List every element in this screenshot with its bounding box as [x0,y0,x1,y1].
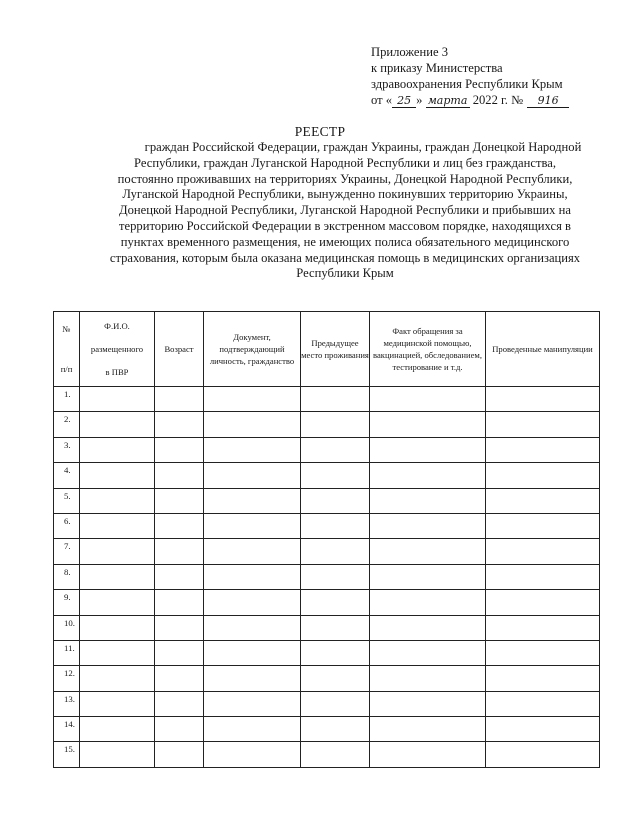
date-year: 2022 г. [472,93,508,107]
empty-cell [486,564,600,589]
row-number: 15. [54,742,80,767]
empty-cell [80,437,155,462]
empty-cell [301,539,370,564]
row-number: 14. [54,717,80,742]
row-number: 8. [54,564,80,589]
empty-cell [204,513,301,538]
empty-cell [155,488,204,513]
empty-cell [155,564,204,589]
header-document: Документ, подтверждающий личность, гражданство [204,312,301,387]
empty-cell [370,412,486,437]
empty-cell [155,437,204,462]
header-fio-line1: Ф.И.О. [104,321,130,331]
empty-cell [301,640,370,665]
header-manipulations: Проведенные манипуляции [486,312,600,387]
date-prefix: от « [371,93,393,107]
empty-cell [370,666,486,691]
empty-cell [80,717,155,742]
empty-cell [301,488,370,513]
empty-cell [80,691,155,716]
handwritten-number: 916 [527,94,569,108]
empty-cell [204,640,301,665]
empty-cell [486,539,600,564]
empty-cell [370,640,486,665]
empty-cell [204,463,301,488]
appendix-block [371,44,569,108]
empty-cell [155,590,204,615]
empty-cell [80,742,155,767]
empty-cell [204,387,301,412]
empty-cell [204,488,301,513]
header-number-top: № [62,324,71,334]
document-subtitle: граждан Российской Федерации, граждан Украины, граждан Донецкой Народной Республики, граждан Луганской Народной Республики и лиц без гражданства, постоянно проживавших на территориях Украины, Донецкой Народной Республики, Луганской Народной Республики, вынужденно покинувших территорию Украины, Донецкой Народной Республики, Луганской Народной Республики и прибывших на территорию Российской Федерации в экстренном массовом порядке, находящихся в пунктах временного размещения, не имеющих полиса обязательного медицинского страхования, которым была оказана медицинская помощь в медицинских организациях Республики Крым [109,140,582,281]
empty-cell [155,387,204,412]
table-row [54,564,600,589]
empty-cell [486,412,600,437]
handwritten-day: 25 [392,94,416,108]
empty-cell [486,488,600,513]
empty-cell [80,666,155,691]
row-number: 6. [54,513,80,538]
empty-cell [155,463,204,488]
table-row [54,615,600,640]
table-row [54,412,600,437]
row-number: 7. [54,539,80,564]
appendix-ministry: здравоохранения Республики Крым [371,77,563,91]
empty-cell [370,742,486,767]
header-medical-fact: Факт обращения за медицинской помощью, вакцинацией, обследованием, тестирование и т.д. [370,312,486,387]
empty-cell [80,412,155,437]
header-fio-line3: в ПВР [105,367,129,377]
empty-cell [486,666,600,691]
empty-cell [370,513,486,538]
empty-cell [204,742,301,767]
empty-cell [301,691,370,716]
header-age: Возраст [155,312,204,387]
row-number: 3. [54,437,80,462]
appendix-date-line [371,92,569,108]
empty-cell [80,590,155,615]
empty-cell [486,742,600,767]
empty-cell [204,437,301,462]
table-row [54,463,600,488]
empty-cell [155,717,204,742]
row-number: 9. [54,590,80,615]
empty-cell [155,666,204,691]
table-row [54,717,600,742]
empty-cell [80,513,155,538]
handwritten-month: марта [426,94,470,108]
table-row [54,488,600,513]
empty-cell [204,539,301,564]
empty-cell [80,539,155,564]
empty-cell [204,717,301,742]
row-number: 12. [54,666,80,691]
empty-cell [370,717,486,742]
empty-cell [80,640,155,665]
empty-cell [204,666,301,691]
empty-cell [486,590,600,615]
table-header-row [54,312,600,387]
row-number: 13. [54,691,80,716]
empty-cell [80,463,155,488]
table-row [54,437,600,462]
empty-cell [486,463,600,488]
empty-cell [204,590,301,615]
table-row [54,387,600,412]
empty-cell [486,387,600,412]
table-row [54,513,600,538]
document-title: РЕЕСТР [294,124,346,139]
empty-cell [155,412,204,437]
empty-cell [301,513,370,538]
appendix-order-ref: к приказу Министерства [371,61,503,75]
table-row [54,742,600,767]
table-row [54,691,600,716]
row-number: 4. [54,463,80,488]
row-number: 11. [54,640,80,665]
empty-cell [370,590,486,615]
empty-cell [80,615,155,640]
empty-cell [204,412,301,437]
empty-cell [80,564,155,589]
empty-cell [486,513,600,538]
empty-cell [370,564,486,589]
empty-cell [204,691,301,716]
empty-cell [155,742,204,767]
empty-cell [155,539,204,564]
header-previous-residence: Предыдущее место проживания [301,312,370,387]
empty-cell [370,488,486,513]
header-number-bottom: п/п [60,364,73,374]
empty-cell [301,463,370,488]
empty-cell [301,437,370,462]
table-body [54,387,600,768]
empty-cell [204,615,301,640]
empty-cell [370,539,486,564]
empty-cell [301,590,370,615]
registry-table [53,311,600,768]
date-close: » [416,93,423,107]
empty-cell [486,717,600,742]
empty-cell [80,488,155,513]
empty-cell [301,412,370,437]
row-number: 5. [54,488,80,513]
header-fio [80,312,155,387]
empty-cell [301,717,370,742]
table-row [54,640,600,665]
empty-cell [301,666,370,691]
empty-cell [301,615,370,640]
empty-cell [301,742,370,767]
empty-cell [204,564,301,589]
appendix-title: Приложение 3 [371,45,449,59]
row-number: 2. [54,412,80,437]
empty-cell [370,691,486,716]
empty-cell [370,463,486,488]
row-number: 10. [54,615,80,640]
empty-cell [486,437,600,462]
table-row [54,666,600,691]
empty-cell [155,615,204,640]
header-number [54,312,80,387]
empty-cell [370,387,486,412]
empty-cell [301,387,370,412]
empty-cell [155,513,204,538]
empty-cell [486,615,600,640]
row-number: 1. [54,387,80,412]
number-prefix: № [511,93,524,107]
empty-cell [80,387,155,412]
header-fio-line2: размещенного [90,344,144,354]
empty-cell [370,615,486,640]
table-row [54,590,600,615]
empty-cell [155,691,204,716]
empty-cell [370,437,486,462]
empty-cell [301,564,370,589]
empty-cell [155,640,204,665]
empty-cell [486,640,600,665]
table-row [54,539,600,564]
empty-cell [486,691,600,716]
